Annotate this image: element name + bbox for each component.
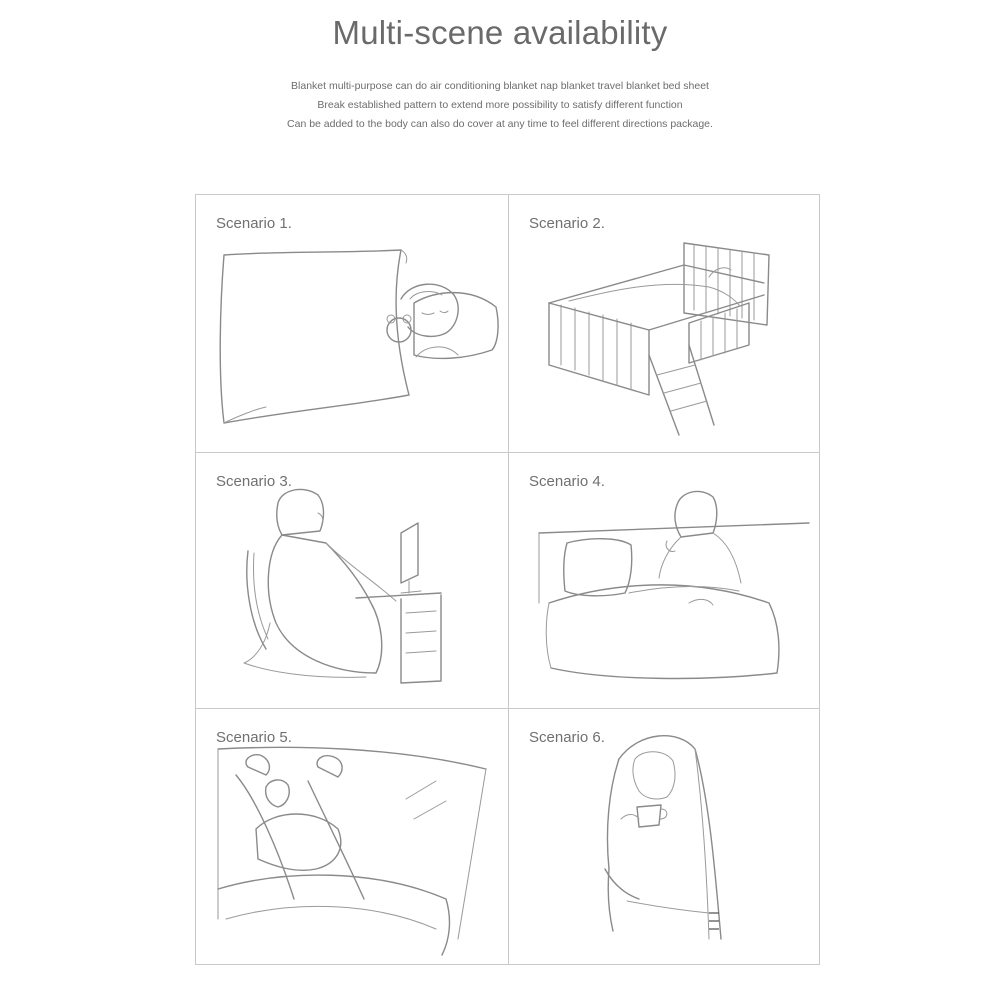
scenario-card-3 xyxy=(196,453,507,709)
description-block xyxy=(0,77,1000,134)
scenario-label-6: Scenario 6. xyxy=(529,729,605,746)
scenario-grid xyxy=(195,194,820,965)
wrapped-in-blanket-illustration xyxy=(509,709,820,965)
description-line-3: Can be added to the body can also do cover at any time to feel different directions package. xyxy=(287,118,713,130)
sleeping-under-blanket-illustration xyxy=(196,195,507,451)
description-line-2: Break established pattern to extend more possibility to satisfy different function xyxy=(317,99,683,111)
desk-work-illustration xyxy=(196,453,507,709)
scenario-card-5 xyxy=(196,709,507,965)
scenario-label-5: Scenario 5. xyxy=(216,729,292,746)
page-title: Multi-scene availability xyxy=(332,14,668,51)
scenario-card-1 xyxy=(196,195,507,451)
car-travel-illustration xyxy=(196,709,507,965)
scenario-card-6 xyxy=(509,709,820,965)
scenario-label-4: Scenario 4. xyxy=(529,473,605,490)
child-bed-illustration xyxy=(509,195,820,451)
scenario-label-2: Scenario 2. xyxy=(529,215,605,232)
scenario-card-2 xyxy=(509,195,820,451)
reading-in-bed-illustration xyxy=(509,453,820,709)
scenario-label-3: Scenario 3. xyxy=(216,473,292,490)
scenario-label-1: Scenario 1. xyxy=(216,215,292,232)
description-line-1: Blanket multi-purpose can do air conditioning blanket nap blanket travel blanket bed sheet xyxy=(291,80,709,92)
scenario-card-4 xyxy=(509,453,820,709)
